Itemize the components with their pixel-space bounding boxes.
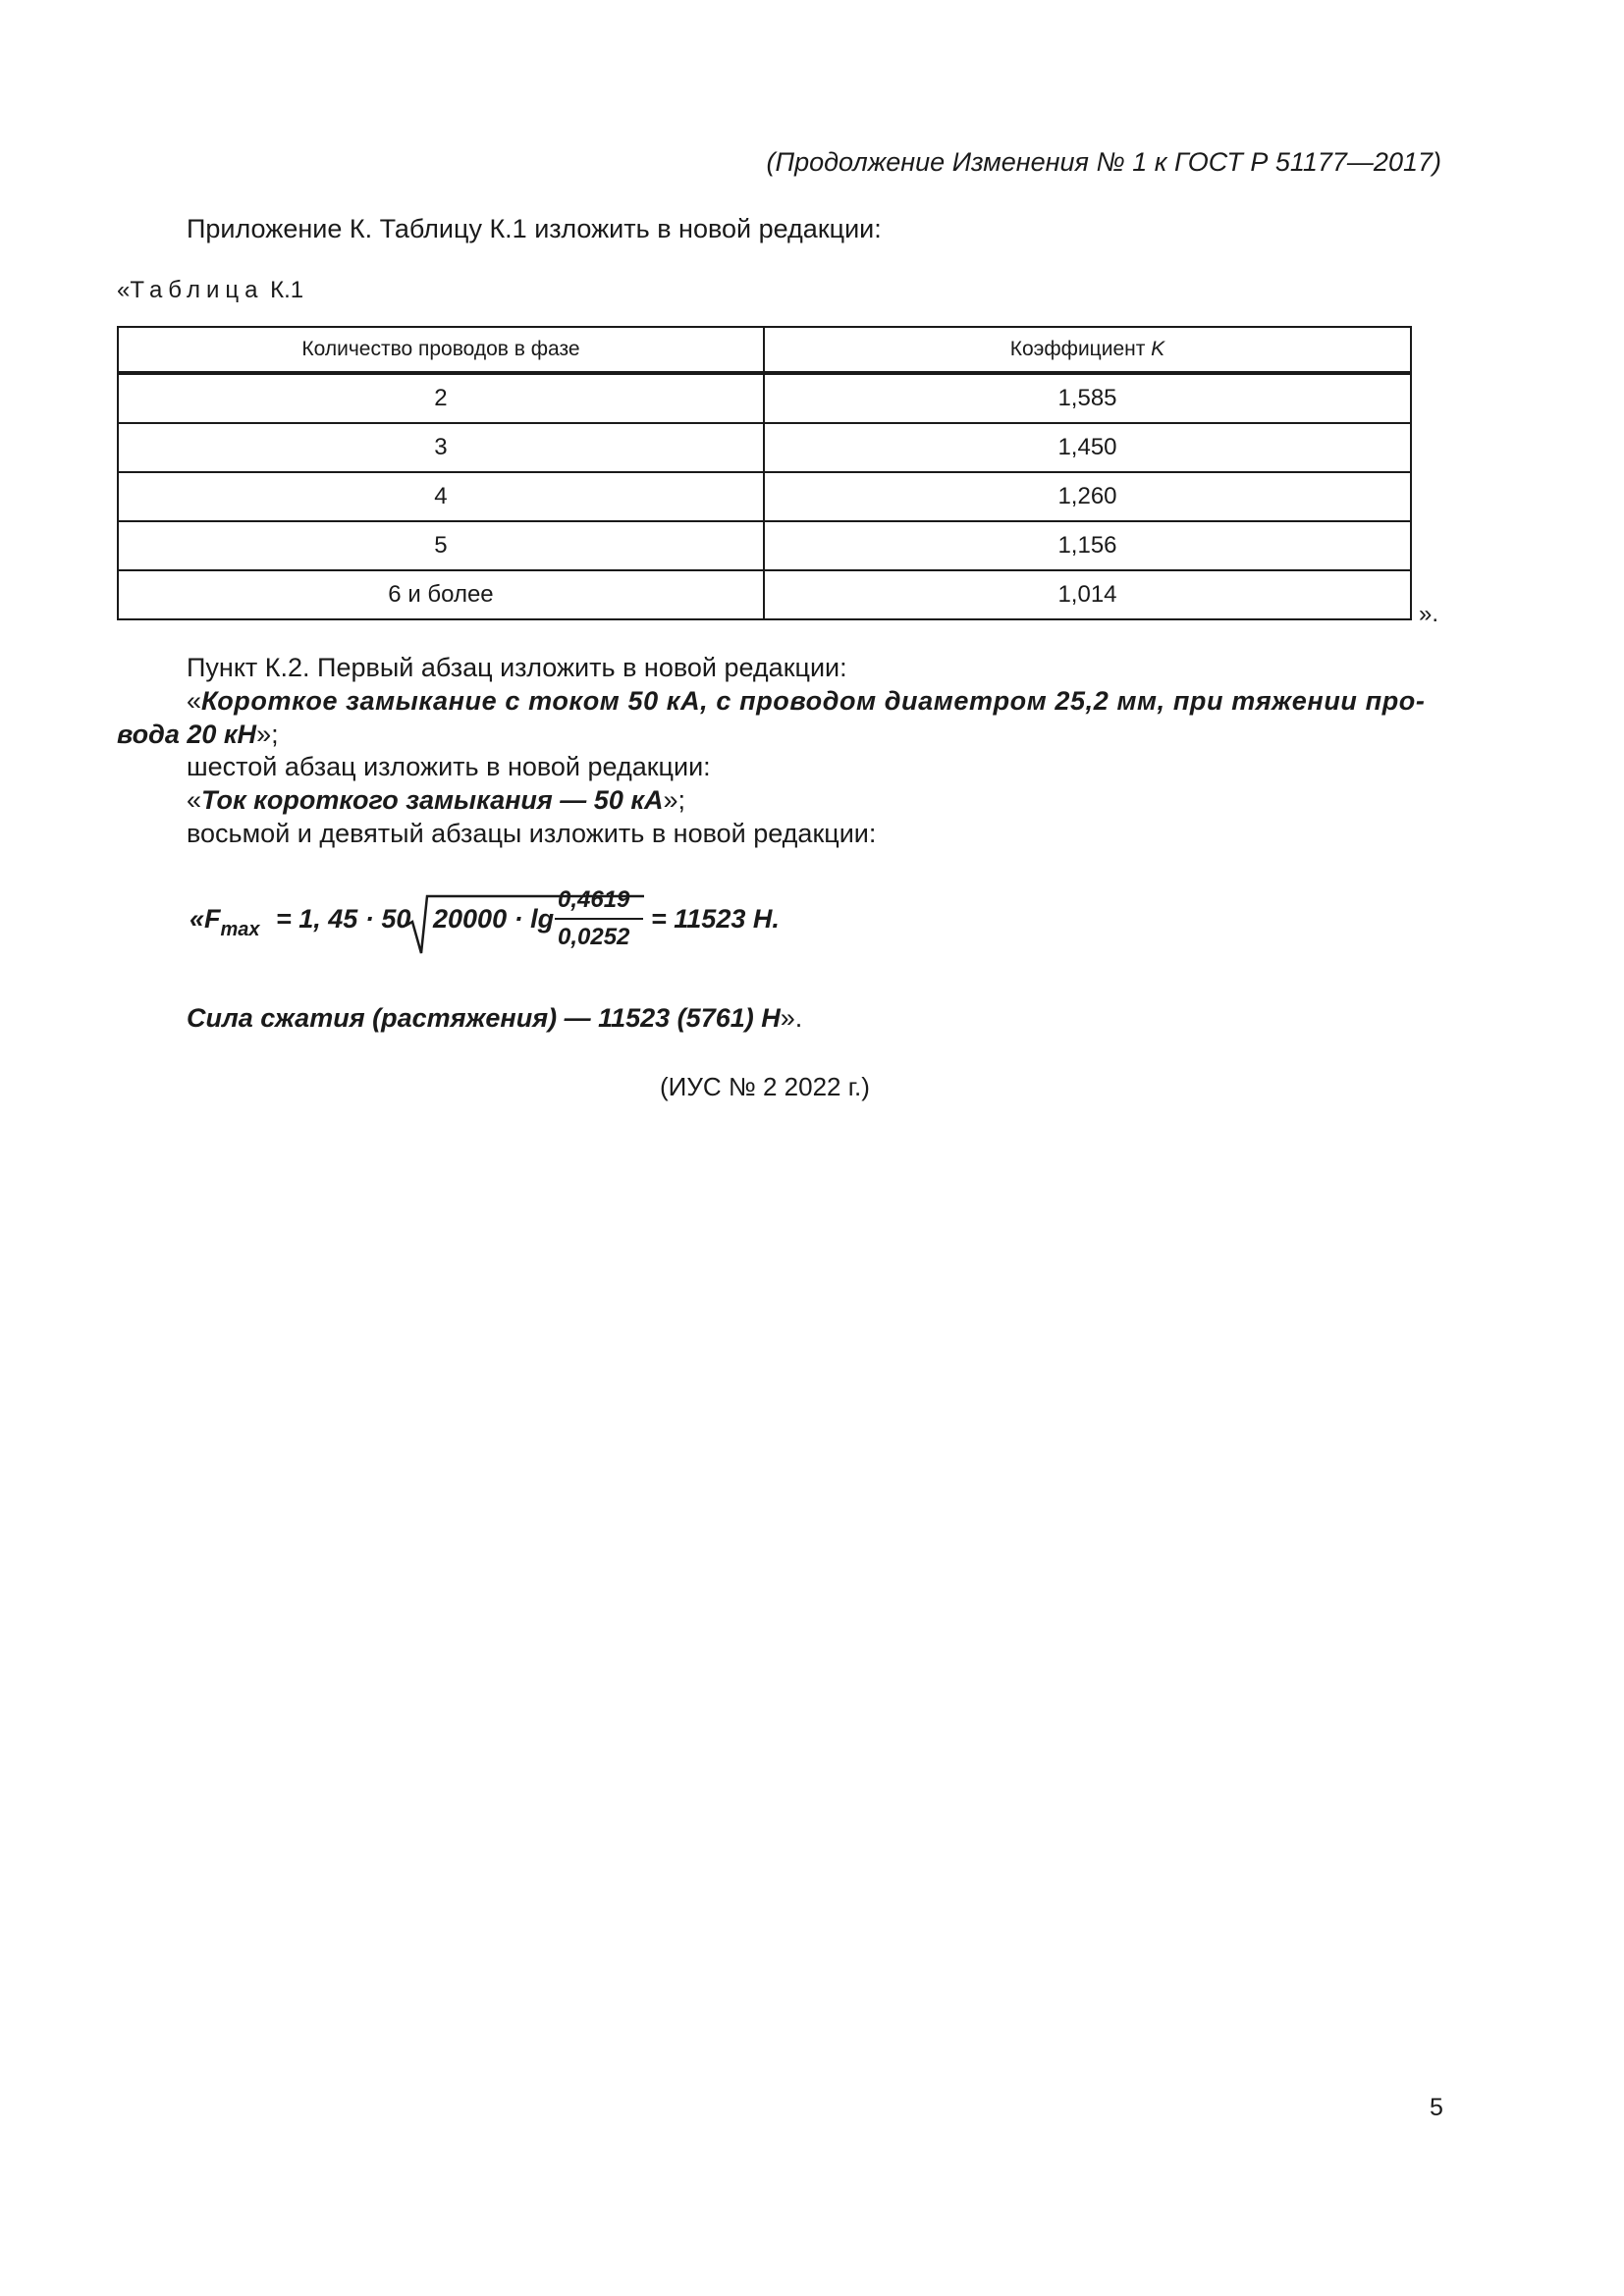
cell-wires: 5 bbox=[118, 521, 764, 570]
quote2-end: »; bbox=[663, 785, 686, 815]
table-row bbox=[118, 570, 1411, 619]
formula-numerator: 0,4619 bbox=[558, 886, 630, 913]
table-row bbox=[118, 521, 1411, 570]
header-coefficient bbox=[764, 327, 1411, 373]
quote1-open: « bbox=[187, 686, 202, 716]
force-line bbox=[187, 1003, 802, 1034]
cell-wires: 4 bbox=[118, 472, 764, 521]
quote1-text-part2: вода 20 кН bbox=[117, 720, 257, 749]
formula-denominator: 0,0252 bbox=[558, 924, 630, 950]
fraction-bar bbox=[555, 918, 643, 920]
cell-k: 1,450 bbox=[764, 423, 1411, 472]
caption-quote: « bbox=[117, 277, 131, 303]
ius-reference: (ИУС № 2 2022 г.) bbox=[660, 1072, 870, 1101]
force-formula bbox=[189, 879, 818, 957]
formula-radicand: 20000 · lg bbox=[433, 904, 555, 934]
formula-sub: max bbox=[220, 919, 260, 940]
table-caption bbox=[117, 277, 303, 304]
table-row bbox=[118, 472, 1411, 521]
sixth-paragraph-line: шестой абзац изложить в новой редакции: bbox=[187, 752, 711, 781]
caption-word: Таблица bbox=[130, 277, 264, 303]
formula-result: = 11523 Н. bbox=[651, 904, 780, 934]
cell-k: 1,260 bbox=[764, 472, 1411, 521]
quote2-line bbox=[187, 785, 685, 816]
cell-k: 1,585 bbox=[764, 373, 1411, 423]
formula-f: «F bbox=[189, 904, 221, 934]
cell-wires: 3 bbox=[118, 423, 764, 472]
header-wires: Количество проводов в фазе bbox=[118, 327, 764, 373]
cell-k: 1,156 bbox=[764, 521, 1411, 570]
k2-quote1-line1 bbox=[187, 686, 1440, 717]
force-text: Сила сжатия (растяжения) — 11523 (5761) Н bbox=[187, 1003, 781, 1033]
eighth-ninth-line: восьмой и девятый абзацы изложить в новой редакции: bbox=[187, 819, 877, 848]
header-coefficient-text: Коэффициент bbox=[1009, 338, 1152, 360]
table-closing-quote: ». bbox=[1419, 601, 1439, 627]
formula-lhs: = 1, 45 · 50 bbox=[276, 904, 411, 934]
quote2-open: « bbox=[187, 785, 202, 815]
quote1-end: »; bbox=[256, 720, 279, 749]
page-number: 5 bbox=[1430, 2094, 1443, 2121]
cell-wires: 6 и более bbox=[118, 570, 764, 619]
appendix-line: Приложение К. Таблицу К.1 изложить в новой редакции: bbox=[187, 214, 882, 243]
table-row bbox=[118, 423, 1411, 472]
cell-k: 1,014 bbox=[764, 570, 1411, 619]
coefficient-table bbox=[117, 326, 1412, 620]
caption-number: К.1 bbox=[270, 277, 304, 303]
k2-intro-line: Пункт К.2. Первый абзац изложить в новой редакции: bbox=[187, 653, 847, 682]
table-row bbox=[118, 373, 1411, 423]
k2-quote1-line2 bbox=[117, 720, 279, 750]
quote2-text: Ток короткого замыкания — 50 кА bbox=[201, 785, 664, 815]
cell-wires: 2 bbox=[118, 373, 764, 423]
force-end: ». bbox=[780, 1003, 803, 1033]
continuation-note: (Продолжение Изменения № 1 к ГОСТ Р 51177—2017) bbox=[766, 147, 1441, 177]
table-header-row bbox=[118, 327, 1411, 373]
quote1-text-part1: Короткое замыкание с током 50 кА, с проводом диаметром 25,2 мм, при тяжении про- bbox=[201, 686, 1426, 716]
header-coefficient-symbol: K bbox=[1151, 338, 1165, 360]
